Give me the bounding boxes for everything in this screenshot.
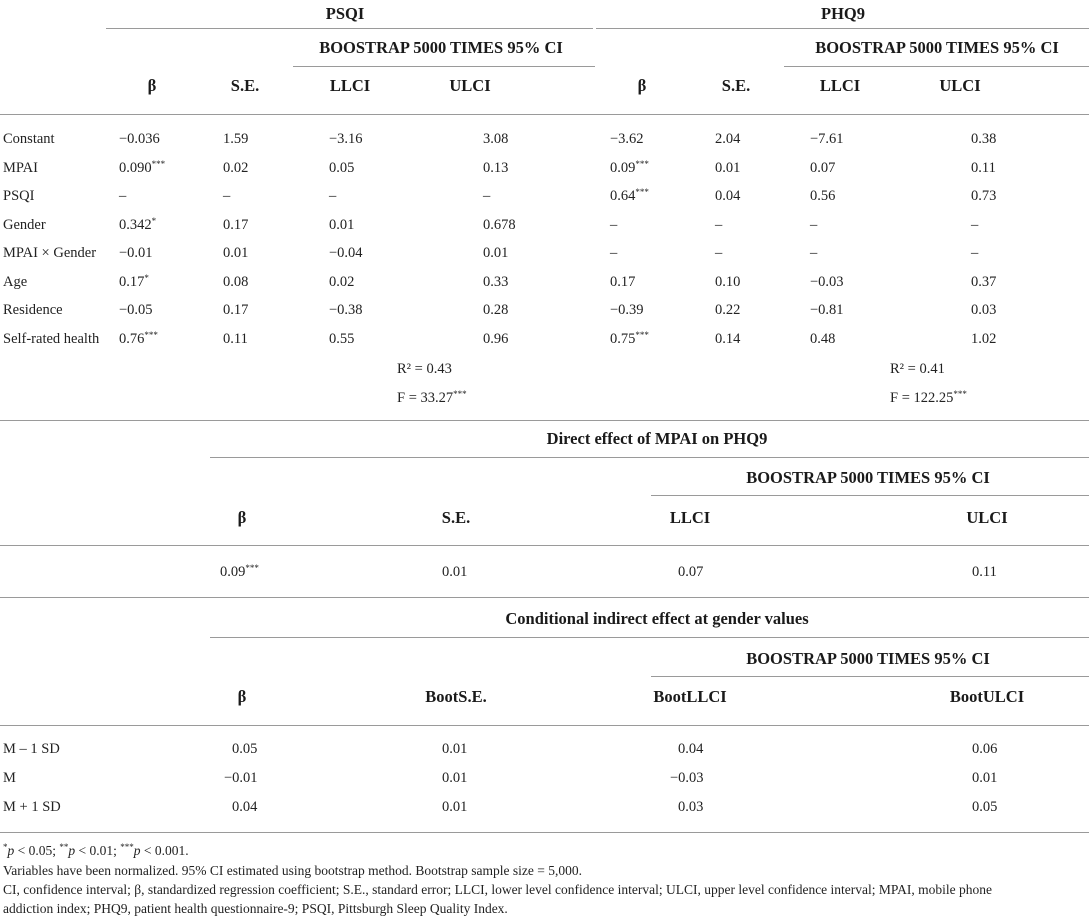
- gender-level-label: M: [3, 770, 16, 786]
- psqi-f-stat: F = 33.27***: [397, 389, 467, 406]
- psqi-col-se: S.E.: [230, 76, 260, 95]
- conditional-effect-cell: −0.01: [224, 770, 258, 786]
- phq9-group-rule: [596, 28, 1089, 29]
- panel2-header-rule: [0, 545, 1089, 546]
- psqi-cell: 0.76***: [119, 330, 158, 347]
- phq9-col-se: S.E.: [721, 76, 751, 95]
- panel3-ci-rule: [651, 676, 1089, 677]
- psqi-cell: −0.04: [329, 245, 363, 261]
- psqi-cell: 0.55: [329, 331, 355, 347]
- psqi-cell: 0.02: [223, 160, 249, 176]
- conditional-effect-cell: 0.04: [678, 741, 704, 757]
- phq9-cell: 0.64***: [610, 187, 649, 204]
- psqi-cell: –: [483, 188, 491, 204]
- phq9-cell: 0.56: [810, 188, 836, 204]
- panel1-bottom-rule: [0, 420, 1089, 421]
- phq9-cell: –: [971, 217, 979, 233]
- footnote-abbreviations: CI, confidence interval; β, standardized regression coefficient; S.E., standard error; LLCI, lower level confidence interval; ULCI, upper level confidence interval; MPAI, mobile phone: [3, 882, 993, 897]
- psqi-cell: 0.01: [483, 245, 509, 261]
- phq9-col-ulci: ULCI: [939, 76, 981, 95]
- phq9-cell: 0.01: [715, 160, 741, 176]
- panel2-ci-header: BOOSTRAP 5000 TIMES 95% CI: [746, 468, 990, 487]
- panel3-header-rule: [0, 725, 1089, 726]
- conditional-effect-title: Conditional indirect effect at gender values: [505, 609, 809, 628]
- psqi-cell: 0.678: [483, 217, 516, 233]
- phq9-cell: 0.09***: [610, 159, 649, 176]
- psqi-cell: –: [329, 188, 337, 204]
- psqi-cell: 0.342*: [119, 216, 157, 233]
- panel2-ci-rule: [651, 495, 1089, 496]
- phq9-cell: −3.62: [610, 131, 644, 147]
- direct-effect-ulci: 0.11: [972, 564, 997, 580]
- psqi-cell: 0.13: [483, 160, 509, 176]
- psqi-cell: 0.02: [329, 274, 355, 290]
- psqi-col-beta: β: [147, 76, 157, 95]
- phq9-cell: 0.17: [610, 274, 636, 290]
- phq9-cell: 0.14: [715, 331, 741, 347]
- phq9-cell: 0.10: [715, 274, 741, 290]
- panel3-col-bootulci: BootULCI: [949, 687, 1025, 706]
- conditional-effect-cell: 0.05: [232, 741, 258, 757]
- footnote-normalization: Variables have been normalized. 95% CI estimated using bootstrap method. Bootstrap sample size = 5,000.: [3, 863, 582, 878]
- phq9-cell: −0.39: [610, 302, 644, 318]
- phq9-ci-header: BOOSTRAP 5000 TIMES 95% CI: [815, 38, 1059, 57]
- row-label: PSQI: [3, 188, 35, 204]
- panel2-title-rule: [210, 457, 1089, 458]
- row-label: Residence: [3, 302, 63, 318]
- phq9-cell: −0.03: [810, 274, 844, 290]
- phq9-cell: 0.73: [971, 188, 997, 204]
- phq9-cell: 0.03: [971, 302, 997, 318]
- gender-level-label: M + 1 SD: [3, 799, 61, 815]
- phq9-cell: –: [971, 245, 979, 261]
- psqi-cell: 0.01: [223, 245, 249, 261]
- psqi-cell: −3.16: [329, 131, 363, 147]
- row-label: Age: [3, 274, 28, 290]
- psqi-cell: –: [119, 188, 127, 204]
- direct-effect-title: Direct effect of MPAI on PHQ9: [546, 429, 768, 448]
- direct-effect-llci: 0.07: [678, 564, 704, 580]
- phq9-cell: 0.48: [810, 331, 836, 347]
- psqi-cell: 0.96: [483, 331, 509, 347]
- phq9-cell: 1.02: [971, 331, 997, 347]
- psqi-col-ulci: ULCI: [449, 76, 491, 95]
- conditional-effect-cell: 0.06: [972, 741, 998, 757]
- psqi-group-header: PSQI: [325, 4, 365, 23]
- phq9-cell: –: [715, 217, 723, 233]
- footnote-significance: *p < 0.05; **p < 0.01; ***p < 0.001.: [3, 842, 189, 858]
- panel2-col-llci: LLCI: [669, 508, 711, 527]
- conditional-effect-cell: 0.01: [972, 770, 998, 786]
- phq9-cell: 0.07: [810, 160, 836, 176]
- phq9-cell: –: [610, 217, 618, 233]
- psqi-cell: −0.01: [119, 245, 153, 261]
- phq9-cell: 0.04: [715, 188, 741, 204]
- panel3-ci-header: BOOSTRAP 5000 TIMES 95% CI: [746, 649, 990, 668]
- psqi-cell: 3.08: [483, 131, 509, 147]
- row-label: Constant: [3, 131, 55, 147]
- psqi-cell: 0.17: [223, 217, 249, 233]
- table-bottom-rule: [0, 832, 1089, 833]
- phq9-cell: 0.75***: [610, 330, 649, 347]
- phq9-cell: 0.37: [971, 274, 997, 290]
- psqi-col-llci: LLCI: [329, 76, 371, 95]
- row-label: Self-rated health: [3, 331, 100, 347]
- row-label: MPAI × Gender: [3, 245, 97, 261]
- phq9-f-stat: F = 122.25***: [890, 389, 967, 406]
- psqi-group-rule: [106, 28, 593, 29]
- panel2-col-ulci: ULCI: [966, 508, 1008, 527]
- phq9-cell: –: [715, 245, 723, 261]
- conditional-effect-cell: −0.03: [670, 770, 704, 786]
- conditional-effect-cell: 0.01: [442, 799, 468, 815]
- psqi-ci-header: BOOSTRAP 5000 TIMES 95% CI: [319, 38, 563, 57]
- conditional-effect-cell: 0.01: [442, 770, 468, 786]
- phq9-ci-rule: [784, 66, 1089, 67]
- panel2-bottom-rule: [0, 597, 1089, 598]
- gender-level-label: M – 1 SD: [3, 741, 60, 757]
- psqi-cell: 0.090***: [119, 159, 166, 176]
- psqi-cell: 0.05: [329, 160, 355, 176]
- phq9-cell: −7.61: [810, 131, 844, 147]
- psqi-cell: –: [223, 188, 231, 204]
- direct-effect-beta: 0.09***: [220, 563, 259, 580]
- psqi-cell: −0.036: [119, 131, 160, 147]
- panel3-col-bootse: BootS.E.: [425, 687, 487, 706]
- phq9-r-squared: R² = 0.41: [890, 361, 945, 377]
- phq9-cell: –: [610, 245, 618, 261]
- psqi-cell: −0.05: [119, 302, 153, 318]
- phq9-cell: 2.04: [715, 131, 741, 147]
- phq9-col-beta: β: [637, 76, 647, 95]
- psqi-cell: 0.33: [483, 274, 509, 290]
- psqi-cell: 1.59: [223, 131, 249, 147]
- conditional-effect-cell: 0.03: [678, 799, 704, 815]
- psqi-cell: 0.08: [223, 274, 249, 290]
- conditional-effect-cell: 0.01: [442, 741, 468, 757]
- psqi-ci-rule: [293, 66, 595, 67]
- phq9-cell: −0.81: [810, 302, 844, 318]
- phq9-group-header: PHQ9: [821, 4, 865, 23]
- psqi-cell: 0.17: [223, 302, 249, 318]
- panel3-title-rule: [210, 637, 1089, 638]
- footnote-abbreviations-cont: addiction index; PHQ9, patient health questionnaire-9; PSQI, Pittsburgh Sleep Quality Index.: [3, 901, 508, 916]
- phq9-cell: 0.22: [715, 302, 741, 318]
- conditional-effect-cell: 0.05: [972, 799, 998, 815]
- panel3-col-beta: β: [237, 687, 247, 706]
- psqi-r-squared: R² = 0.43: [397, 361, 452, 377]
- row-label: MPAI: [3, 160, 38, 176]
- phq9-cell: 0.38: [971, 131, 997, 147]
- panel2-col-se: S.E.: [441, 508, 471, 527]
- psqi-cell: 0.17*: [119, 273, 149, 290]
- psqi-cell: 0.11: [223, 331, 248, 347]
- direct-effect-se: 0.01: [442, 564, 468, 580]
- panel1-header-rule: [0, 114, 1089, 115]
- psqi-cell: −0.38: [329, 302, 363, 318]
- row-label: Gender: [3, 217, 46, 233]
- phq9-col-llci: LLCI: [819, 76, 861, 95]
- psqi-cell: 0.01: [329, 217, 355, 233]
- psqi-cell: 0.28: [483, 302, 509, 318]
- phq9-cell: 0.11: [971, 160, 996, 176]
- phq9-cell: –: [810, 217, 818, 233]
- panel3-col-bootllci: BootLLCI: [653, 687, 727, 706]
- phq9-cell: –: [810, 245, 818, 261]
- panel2-col-beta: β: [237, 508, 247, 527]
- conditional-effect-cell: 0.04: [232, 799, 258, 815]
